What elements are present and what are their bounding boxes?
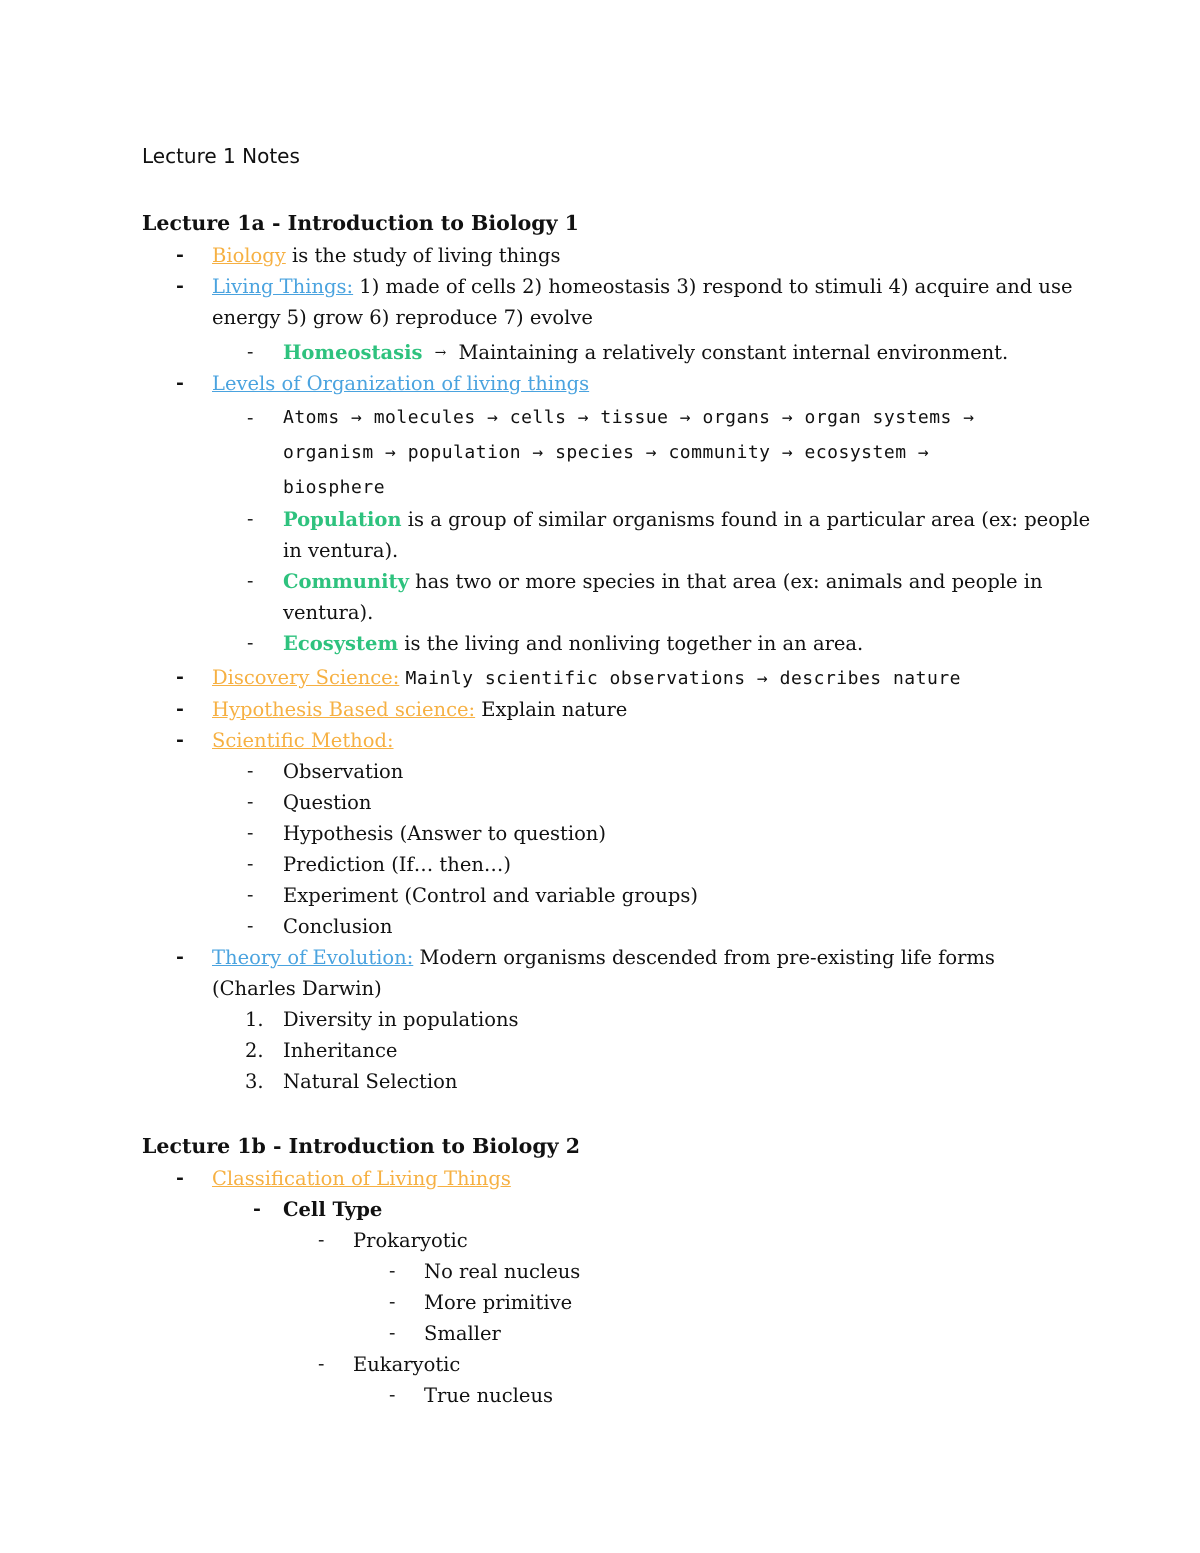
homeostasis-text: Maintaining a relatively constant internal environment. (458, 341, 1009, 364)
discovery-text: Mainly scientific observations → describes nature (405, 668, 961, 689)
population-text: is a group of similar organisms found in a particular area (ex: people (401, 508, 1091, 531)
hierarchy-line-2: organism → population → species → community → ecosystem → (283, 442, 930, 463)
method-step: Observation (283, 760, 404, 783)
bullet: - (389, 1260, 396, 1282)
method-step: Conclusion (283, 915, 393, 938)
ecosystem-text: is the living and nonliving together in an area. (398, 632, 864, 655)
population-item (283, 510, 1090, 530)
bullet: - (318, 1353, 325, 1375)
community-item (283, 572, 1043, 592)
bullet: - (389, 1384, 396, 1406)
living-things-text-cont: energy 5) grow 6) reproduce 7) evolve (212, 306, 593, 329)
biology-text: is the study of living things (285, 244, 561, 267)
discovery-term: Discovery Science: (212, 666, 400, 689)
homeostasis-item (283, 343, 1008, 363)
list-number: 2. (245, 1039, 264, 1062)
community-text-cont: ventura). (283, 601, 374, 624)
bullet: - (389, 1291, 396, 1313)
bullet: - (247, 791, 254, 813)
homeostasis-term: Homeostasis (283, 341, 423, 364)
levels-term: Levels of Organization of living things (212, 372, 590, 395)
method-step: Question (283, 791, 372, 814)
living-things-term: Living Things: (212, 275, 354, 298)
bullet: - (253, 1198, 261, 1220)
bullet: - (247, 822, 254, 844)
bullet: - (247, 884, 254, 906)
prokaryotic-point: No real nucleus (424, 1260, 581, 1283)
evolution-point: Diversity in populations (283, 1008, 519, 1031)
evolution-item (212, 948, 995, 968)
cell-type-label: Cell Type (283, 1198, 383, 1221)
evolution-point: Inheritance (283, 1039, 398, 1062)
bullet: - (176, 275, 184, 297)
list-number: 1. (245, 1008, 264, 1031)
bullet: - (176, 666, 184, 688)
biology-item (212, 246, 560, 266)
bullet: - (247, 508, 254, 530)
discovery-item (212, 668, 961, 688)
scientific-method-item (212, 731, 394, 751)
bullet: - (247, 760, 254, 782)
eukaryotic-point: True nucleus (424, 1384, 554, 1407)
section-a-heading: Lecture 1a - Introduction to Biology 1 (142, 211, 579, 235)
bullet: - (247, 341, 254, 363)
classification-item (212, 1169, 511, 1189)
bullet: - (176, 946, 184, 968)
community-text: has two or more species in that area (ex: animals and people in (408, 570, 1043, 593)
hierarchy-line-1: Atoms → molecules → cells → tissue → organs → organ systems → (283, 407, 975, 428)
eukaryotic-label: Eukaryotic (353, 1353, 461, 1376)
living-things-item (212, 277, 1073, 297)
bullet: - (176, 244, 184, 266)
ecosystem-item (283, 634, 863, 654)
bullet: - (247, 407, 254, 429)
population-term: Population (283, 508, 402, 531)
section-b-heading: Lecture 1b - Introduction to Biology 2 (142, 1134, 580, 1158)
prokaryotic-point: Smaller (424, 1322, 501, 1345)
method-step: Experiment (Control and variable groups) (283, 884, 698, 907)
list-number: 3. (245, 1070, 264, 1093)
hypothesis-based-term: Hypothesis Based science: (212, 698, 476, 721)
prokaryotic-label: Prokaryotic (353, 1229, 468, 1252)
scientific-method-term: Scientific Method: (212, 729, 394, 752)
bullet: - (247, 632, 254, 654)
bullet: - (176, 698, 184, 720)
prokaryotic-point: More primitive (424, 1291, 573, 1314)
evolution-text: Modern organisms descended from pre-existing life forms (413, 946, 995, 969)
community-term: Community (283, 570, 409, 593)
doc-title: Lecture 1 Notes (142, 144, 300, 168)
evolution-point: Natural Selection (283, 1070, 458, 1093)
bullet: - (247, 570, 254, 592)
arrow-icon: → (434, 345, 447, 361)
evolution-term: Theory of Evolution: (212, 946, 414, 969)
classification-term: Classification of Living Things (212, 1167, 511, 1190)
bullet: - (176, 729, 184, 751)
bullet: - (176, 372, 184, 394)
method-step: Hypothesis (Answer to question) (283, 822, 606, 845)
ecosystem-term: Ecosystem (283, 632, 399, 655)
hypothesis-based-text: Explain nature (475, 698, 628, 721)
levels-item (212, 374, 589, 394)
bullet: - (247, 853, 254, 875)
bullet: - (318, 1229, 325, 1251)
hypothesis-based-item (212, 700, 627, 720)
hierarchy-line-3: biosphere (283, 477, 386, 498)
bullet: - (389, 1322, 396, 1344)
population-text-cont: in ventura). (283, 539, 399, 562)
bullet: - (247, 915, 254, 937)
biology-term: Biology (212, 244, 286, 267)
living-things-text: 1) made of cells 2) homeostasis 3) respond to stimuli 4) acquire and use (353, 275, 1073, 298)
bullet: - (176, 1167, 184, 1189)
evolution-text-cont: (Charles Darwin) (212, 977, 382, 1000)
method-step: Prediction (If… then…) (283, 853, 512, 876)
